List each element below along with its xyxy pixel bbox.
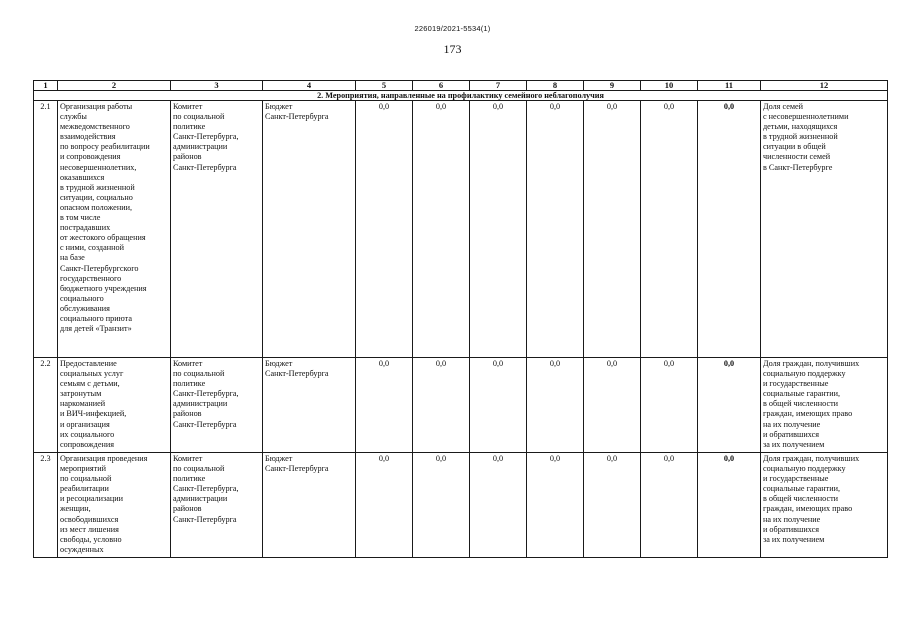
document-id: 226019/2021-5534(1) — [414, 24, 491, 33]
program-table — [33, 80, 888, 558]
activity-cell: Предоставление социальных услуг семьям с детьми, затронутым наркоманией и ВИЧ-инфекцией, и организация их социального сопровождения — [58, 358, 171, 453]
column-header-6: 6 — [413, 81, 470, 91]
value-cell-5: 0,0 — [356, 453, 413, 558]
column-header-5: 5 — [356, 81, 413, 91]
table-row — [34, 101, 888, 358]
page-number: 173 — [443, 42, 462, 56]
column-number-row — [34, 81, 888, 91]
value-cell-10: 0,0 — [641, 358, 698, 453]
indicator-cell: Доля граждан, получивших социальную поддержку и государственные социальные гарантии, в общей численности граждан, имеющих право на их получение и обратившихся за их получением — [761, 358, 888, 453]
row-number: 2.2 — [34, 358, 58, 453]
column-header-3: 3 — [171, 81, 263, 91]
funding-source-cell: Бюджет Санкт-Петербурга — [263, 101, 356, 358]
table-row — [34, 358, 888, 453]
column-header-9: 9 — [584, 81, 641, 91]
value-cell-5: 0,0 — [356, 101, 413, 358]
funding-source-cell: Бюджет Санкт-Петербурга — [263, 453, 356, 558]
column-header-10: 10 — [641, 81, 698, 91]
value-cell-8: 0,0 — [527, 358, 584, 453]
value-cell-9: 0,0 — [584, 453, 641, 558]
value-cell-9: 0,0 — [584, 358, 641, 453]
value-cell-11: 0,0 — [698, 358, 761, 453]
program-table-container — [33, 80, 883, 572]
table-row — [34, 453, 888, 558]
value-cell-11: 0,0 — [698, 101, 761, 358]
indicator-cell: Доля семей с несовершеннолетними детьми, находящихся в трудной жизненной ситуации в общей численности семей в Санкт-Петербурге — [761, 101, 888, 358]
value-cell-6: 0,0 — [413, 453, 470, 558]
section-row — [34, 91, 888, 101]
row-number: 2.3 — [34, 453, 58, 558]
row-number: 2.1 — [34, 101, 58, 358]
value-cell-9: 0,0 — [584, 101, 641, 358]
value-cell-10: 0,0 — [641, 453, 698, 558]
value-cell-7: 0,0 — [470, 101, 527, 358]
column-header-2: 2 — [58, 81, 171, 91]
funding-source-cell: Бюджет Санкт-Петербурга — [263, 358, 356, 453]
value-cell-6: 0,0 — [413, 358, 470, 453]
indicator-cell: Доля граждан, получивших социальную поддержку и государственные социальные гарантии, в общей численности граждан, имеющих право на их получение и обратившихся за их получением — [761, 453, 888, 558]
column-header-4: 4 — [263, 81, 356, 91]
value-cell-8: 0,0 — [527, 453, 584, 558]
value-cell-11: 0,0 — [698, 453, 761, 558]
activity-cell: Организация проведения мероприятий по социальной реабилитации и ресоциализации женщин, освободившихся из мест лишения свободы, условно осужденных — [58, 453, 171, 558]
executor-cell: Комитет по социальной политике Санкт-Петербурга, администрации районов Санкт-Петербурга — [171, 358, 263, 453]
value-cell-5: 0,0 — [356, 358, 413, 453]
value-cell-7: 0,0 — [470, 453, 527, 558]
value-cell-10: 0,0 — [641, 101, 698, 358]
value-cell-8: 0,0 — [527, 101, 584, 358]
column-header-11: 11 — [698, 81, 761, 91]
section-title: 2. Мероприятия, направленные на профилактику семейного неблагополучия — [34, 91, 888, 101]
column-header-7: 7 — [470, 81, 527, 91]
value-cell-6: 0,0 — [413, 101, 470, 358]
column-header-12: 12 — [761, 81, 888, 91]
executor-cell: Комитет по социальной политике Санкт-Петербурга, администрации районов Санкт-Петербурга — [171, 101, 263, 358]
column-header-8: 8 — [527, 81, 584, 91]
activity-cell: Организация работы службы межведомственного взаимодействия по вопросу реабилитации и сопровождения несовершеннолетних, оказавшихся в трудной жизненной ситуации, социально опасном положении, в том числе пострадавших от жестокого обращения с ними, созданной на базе Санкт-Петербургского государственного бюджетного учреждения социального обслуживания социального приюта для детей «Транзит» — [58, 101, 171, 358]
column-header-1: 1 — [34, 81, 58, 91]
executor-cell: Комитет по социальной политике Санкт-Петербурга, администрации районов Санкт-Петербурга — [171, 453, 263, 558]
value-cell-7: 0,0 — [470, 358, 527, 453]
